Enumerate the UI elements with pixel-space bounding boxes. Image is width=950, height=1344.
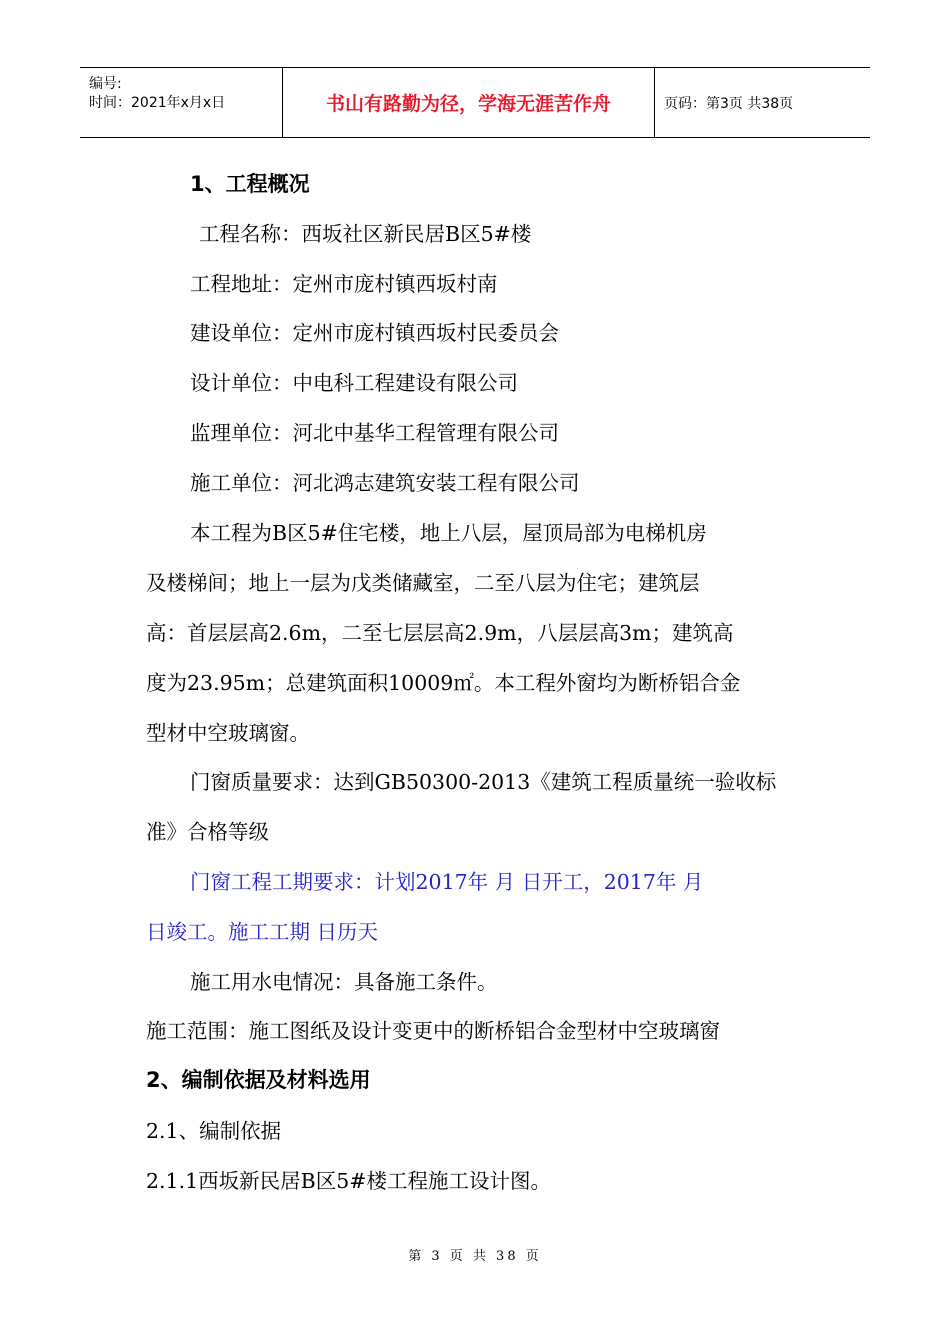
overview-line-5: 型材中空玻璃窗。	[146, 721, 310, 745]
supervision-unit: 监理单位：河北中基华工程管理有限公司	[190, 421, 559, 445]
quality-line-2: 准》合格等级	[146, 820, 269, 844]
utilities-line: 施工用水电情况：具备施工条件。	[190, 970, 498, 994]
overview-line-3: 高：首层层高2.6m，二至七层层高2.9m，八层层高3m；建筑高	[146, 621, 734, 645]
date-label: 时间：2021年x月x日	[89, 95, 226, 111]
contractor-unit: 施工单位：河北鸿志建筑安装工程有限公司	[190, 471, 580, 495]
section2-heading: 2、编制依据及材料选用	[146, 1068, 371, 1092]
schedule-line-2: 日竣工。施工工期 日历天	[146, 920, 379, 944]
header-meta-cell	[80, 68, 283, 137]
project-name: 工程名称：西坂社区新民居B区5#楼	[199, 222, 532, 246]
section2-1-heading: 2.1、编制依据	[146, 1119, 282, 1143]
project-address: 工程地址：定州市庞村镇西坂村南	[190, 272, 498, 296]
scope-line: 施工范围：施工图纸及设计变更中的断桥铝合金型材中空玻璃窗	[146, 1019, 720, 1043]
number-label: 编号:	[89, 76, 122, 92]
overview-line-1: 本工程为B区5#住宅楼，地上八层，屋顶局部为电梯机房	[190, 521, 707, 545]
schedule-line-1: 门窗工程工期要求：计划2017年 月 日开工，2017年 月	[190, 870, 704, 894]
design-unit: 设计单位：中电科工程建设有限公司	[190, 371, 518, 395]
header-motto: 书山有路勤为径，学海无涯苦作舟	[283, 68, 655, 137]
page-header	[80, 67, 870, 138]
basis-item-1: 2.1.1西坂新民居B区5#楼工程施工设计图。	[146, 1169, 551, 1193]
overview-line-4: 度为23.95m；总建筑面积10009㎡。本工程外窗均为断桥铝合金	[146, 671, 741, 695]
header-page-info: 页码：第3页 共38页	[664, 95, 794, 112]
construction-owner: 建设单位：定州市庞村镇西坂村民委员会	[190, 321, 559, 345]
overview-line-2: 及楼梯间；地上一层为戊类储藏室，二至八层为住宅；建筑层	[146, 571, 700, 595]
page-footer: 第 3 页 共 38 页	[408, 1249, 542, 1264]
quality-line-1: 门窗质量要求：达到GB50300-2013《建筑工程质量统一验收标	[190, 770, 777, 794]
section1-heading: 1、工程概况	[190, 172, 310, 196]
